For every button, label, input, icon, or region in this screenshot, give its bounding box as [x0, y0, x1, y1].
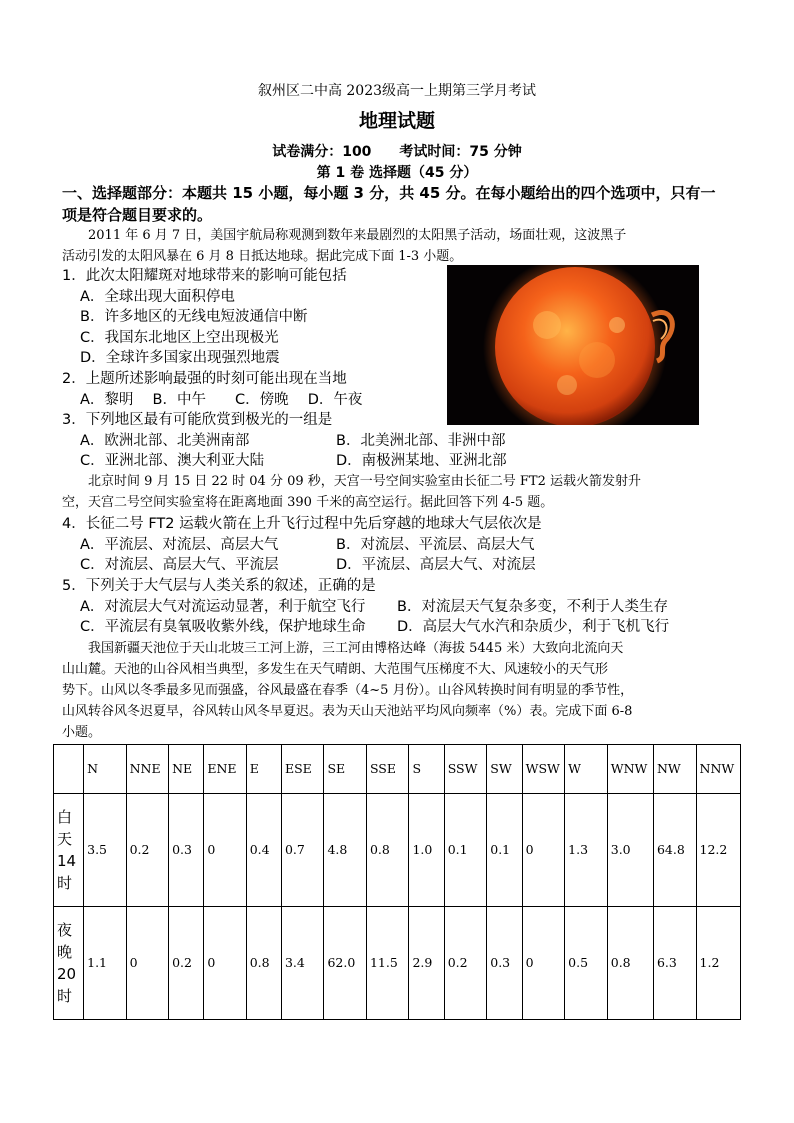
- table-cell: 0.1: [487, 794, 522, 907]
- table-cell: 2.9: [409, 907, 444, 1020]
- q5-option-a: A．对流层大气对流运动显著，利于航空飞行: [80, 599, 366, 615]
- table-cell: 3.5: [84, 794, 126, 907]
- q5-option-c: C．平流层有臭氧吸收紫外线，保护地球生命: [80, 619, 366, 635]
- table-header-cell: S: [409, 745, 444, 794]
- table-cell: 1.2: [696, 907, 740, 1020]
- table-cell: 6.3: [653, 907, 696, 1020]
- q2-stem: 2．上题所述影响最强的时刻可能出现在当地: [62, 371, 347, 387]
- score-time-line: 试卷满分：100 考试时间：75 分钟: [272, 144, 522, 160]
- table-header-cell: NNW: [696, 745, 740, 794]
- q4-stem: 4．长征二号 FT2 运载火箭在上升飞行过程中先后穿越的地球大气层依次是: [62, 516, 542, 532]
- table-header-cell: SE: [324, 745, 366, 794]
- q5-stem: 5．下列关于大气层与人类关系的叙述，正确的是: [62, 578, 376, 594]
- q3-option-c: C．亚洲北部、澳大利亚大陆: [80, 453, 265, 469]
- q4-option-c: C．对流层、高层大气、平流层: [80, 557, 279, 573]
- table-cell: 1.0: [409, 794, 444, 907]
- table-cell: 3.0: [607, 794, 653, 907]
- table-row: [54, 794, 741, 907]
- table-cell: 62.0: [324, 907, 366, 1020]
- table-cell: 0.8: [607, 907, 653, 1020]
- passage-2-line-1: 北京时间 9 月 15 日 22 时 04 分 09 秒，天宫一号空间实验室由长征二号 FT2 运载火箭发射升: [88, 474, 641, 489]
- q1-option-a: A．全球出现大面积停电: [80, 289, 235, 305]
- q1-stem: 1．此次太阳耀斑对地球带来的影响可能包括: [62, 268, 347, 284]
- table-cell: 0: [522, 907, 565, 1020]
- q4-option-d: D．平流层、高层大气、对流层: [336, 557, 536, 573]
- section-line-1: 一、选择题部分：本题共 15 小题，每小题 3 分，共 45 分。在每小题给出的四个选项中，只有一: [62, 184, 716, 202]
- wind-frequency-table: [53, 744, 741, 1020]
- table-header-cell: WNW: [607, 745, 653, 794]
- table-cell: 1.3: [565, 794, 608, 907]
- table-header-cell: ESE: [281, 745, 323, 794]
- table-corner-cell: [54, 745, 84, 794]
- q3-option-a: A．欧洲北部、北美洲南部: [80, 433, 250, 449]
- table-header-cell: E: [246, 745, 281, 794]
- table-cell: 0.2: [444, 907, 487, 1020]
- q1-option-d: D．全球许多国家出现强烈地震: [80, 350, 280, 366]
- passage-3-line-4: 山风转谷风冬迟夏早，谷风转山风冬早夏迟。表为天山天池站平均风向频率（%）表。完成下面 6-8: [62, 704, 633, 719]
- table-cell: 64.8: [653, 794, 696, 907]
- passage-3-line-3: 势下。山风以冬季最多见而强盛，谷风最盛在春季（4~5 月份）。山谷风转换时间有明显的季节性，: [62, 683, 634, 698]
- q3-option-d: D．南极洲某地、亚洲北部: [336, 453, 507, 469]
- passage-3-line-5: 小题。: [62, 725, 102, 740]
- table-cell: 0: [126, 907, 168, 1020]
- table-cell: 0.2: [126, 794, 168, 907]
- table-header-cell: NW: [653, 745, 696, 794]
- q5-option-b: B．对流层天气复杂多变，不利于人类生存: [397, 599, 668, 615]
- q4-option-a: A．平流层、对流层、高层大气: [80, 537, 279, 553]
- q1-option-c: C．我国东北地区上空出现极光: [80, 330, 279, 346]
- table-cell: 0: [522, 794, 565, 907]
- table-header-cell: W: [565, 745, 608, 794]
- table-cell: 4.8: [324, 794, 366, 907]
- q3-stem: 3．下列地区最有可能欣赏到极光的一组是: [62, 412, 333, 428]
- table-cell: 0.3: [487, 907, 522, 1020]
- passage-2-line-2: 空，天宫二号空间实验室将在距离地面 390 千米的高空运行。据此回答下列 4-5 题。: [62, 495, 554, 510]
- passage-1-line-1: 2011 年 6 月 7 日，美国宇航局称观测到数年来最剧烈的太阳黑子活动，场面壮观，这波黑子: [88, 228, 627, 243]
- table-row: [54, 907, 741, 1020]
- table-cell: 0.7: [281, 794, 323, 907]
- q4-option-b: B．对流层、平流层、高层大气: [336, 537, 535, 553]
- q1-option-b: B．许多地区的无线电短波通信中断: [80, 309, 308, 325]
- table-cell: 1.1: [84, 907, 126, 1020]
- passage-2: [62, 471, 742, 513]
- table-header-cell: WSW: [522, 745, 565, 794]
- passage-1: [62, 225, 742, 267]
- table-cell: 11.5: [366, 907, 408, 1020]
- table-cell: 0.3: [169, 794, 204, 907]
- table-header-cell: N: [84, 745, 126, 794]
- table-cell: 0.5: [565, 907, 608, 1020]
- q5-option-d: D．高层大气水汽和杂质少，利于飞机飞行: [397, 619, 670, 635]
- section-line-2: 项是符合题目要求的。: [62, 206, 213, 224]
- q2-options: A．黎明 B．中午 C．傍晚 D．午夜: [80, 392, 363, 408]
- section-instructions: [62, 182, 738, 226]
- passage-1-line-2: 活动引发的太阳风暴在 6 月 8 日抵达地球。据此完成下面 1-3 小题。: [62, 249, 463, 264]
- passage-3: [62, 638, 742, 743]
- table-cell: 0.8: [366, 794, 408, 907]
- school-header: 叙州区二中高 2023级高一上期第三学月考试: [257, 83, 537, 99]
- page-title: 地理试题: [358, 110, 435, 132]
- table-cell: 0: [204, 907, 246, 1020]
- table-header-cell: SW: [487, 745, 522, 794]
- passage-3-line-2: 山山麓。天池的山谷风相当典型，多发生在天气晴朗、大范围气压梯度不大、风速较小的天气形: [62, 662, 609, 677]
- table-cell: 3.4: [281, 907, 323, 1020]
- sun-illustration: [447, 265, 699, 425]
- table-header-row: [54, 745, 741, 794]
- q3-option-b: B．北美洲北部、非洲中部: [336, 433, 506, 449]
- table-cell: 0.8: [246, 907, 281, 1020]
- table-cell: 12.2: [696, 794, 740, 907]
- volume-heading: 第 1 卷 选择题（45 分）: [316, 165, 478, 181]
- table-cell: 0: [204, 794, 246, 907]
- sun-image: [447, 265, 699, 425]
- table-row-label: 夜晚20时: [54, 907, 84, 1020]
- table-header-cell: SSE: [366, 745, 408, 794]
- table-header-cell: ENE: [204, 745, 246, 794]
- table-cell: 0.1: [444, 794, 487, 907]
- table-row-label: 白天14时: [54, 794, 84, 907]
- table-cell: 0.4: [246, 794, 281, 907]
- table-header-cell: NNE: [126, 745, 168, 794]
- table-cell: 0.2: [169, 907, 204, 1020]
- table-header-cell: NE: [169, 745, 204, 794]
- table-header-cell: SSW: [444, 745, 487, 794]
- passage-3-line-1: 我国新疆天池位于天山北坡三工河上游，三工河由博格达峰（海拔 5445 米）大致向北流向天: [88, 641, 624, 656]
